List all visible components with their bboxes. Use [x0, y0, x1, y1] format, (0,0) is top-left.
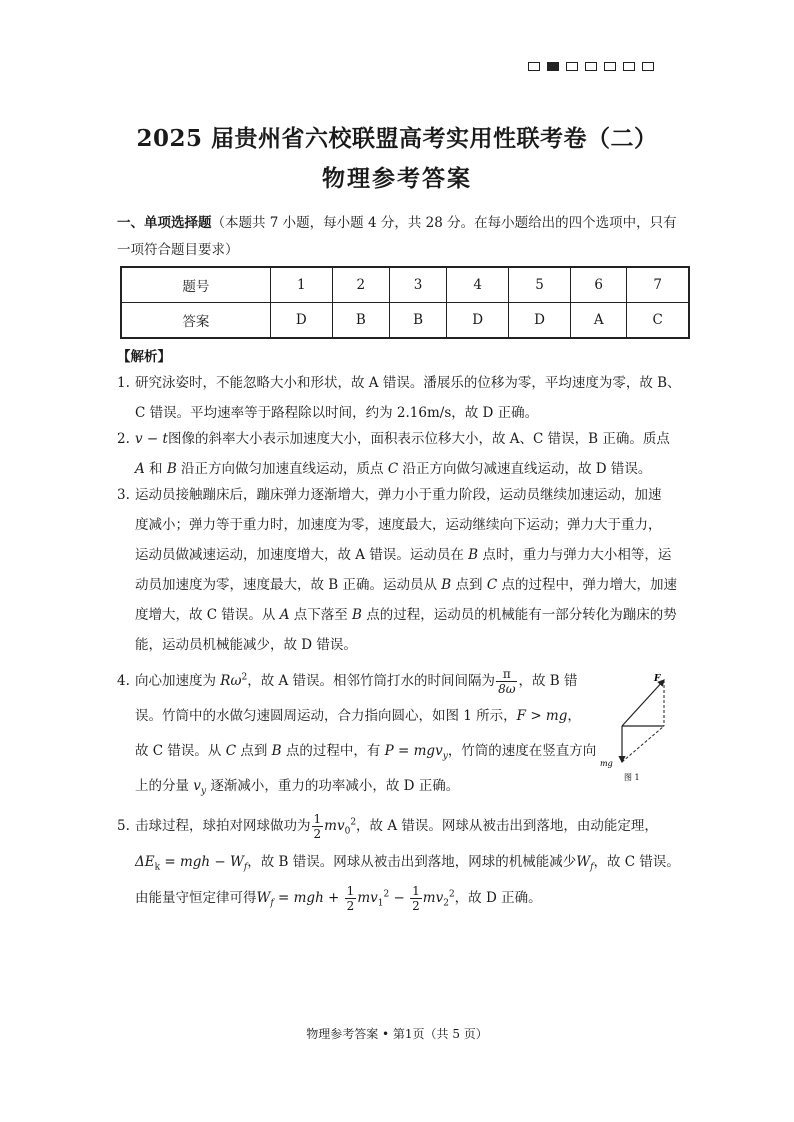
table-cell: 3 [389, 267, 446, 303]
page-title: 2025 届贵州省六校联盟高考实用性联考卷（二） [136, 125, 658, 152]
item-text: 度增大，故 C 错误。从 [135, 607, 280, 623]
label-mg: mg [600, 759, 613, 768]
math-var: W [576, 854, 591, 870]
math-op: − [389, 890, 410, 906]
corner-marks [528, 62, 654, 71]
item-text: 和 [144, 461, 167, 477]
table-cell: A [571, 303, 627, 339]
corner-mark [528, 62, 540, 71]
fraction [345, 884, 357, 913]
math-sup: 2 [350, 817, 357, 828]
section-intro [117, 210, 689, 264]
math-sub: k [154, 862, 161, 873]
table-cell: D [447, 303, 509, 339]
math-expr: P = mgv [384, 743, 443, 759]
math-sub: f [270, 898, 274, 909]
frac-den: 8ω [498, 682, 516, 696]
item-text: ，故 A 错误。相邻竹筒打水的时间间隔为 [247, 673, 496, 689]
analysis-item-5 [117, 808, 691, 916]
page-subtitle: 物理参考答案 [322, 165, 472, 192]
table-cell: 7 [627, 267, 689, 303]
analysis-item-4 [117, 664, 597, 804]
math-var: B [441, 577, 452, 593]
item-text: 点时，重力与弹力大小相等，运 [478, 547, 672, 563]
row-label: 答案 [121, 303, 270, 339]
item-number: 1. [117, 375, 130, 391]
page-footer: 物理参考答案 • 第1页（共 5 页） [306, 1027, 488, 1041]
fraction [410, 884, 422, 913]
math-expr: F > mg [516, 708, 568, 724]
item-text: 图像的斜率大小表示加速度大小，面积表示位移大小，故 A、C 错误，B 正确。质点 [167, 431, 670, 447]
item-text: ，故 B 错 [518, 673, 578, 689]
item-number: 5. [117, 818, 130, 834]
item-text: 故 C 错误。从 [135, 743, 226, 759]
math-expr: mv [357, 890, 378, 906]
item-text: C 错误。平均速率等于路程除以时间，约为 2.16m/s，故 D 正确。 [135, 405, 539, 421]
item-text: 动员加速度为零，速度最大，故 B 正确。运动员从 [135, 577, 442, 593]
math-sub: 1 [377, 898, 384, 909]
frac-num: 1 [412, 884, 420, 898]
math-var: C [225, 743, 237, 759]
math-vt: v − t [135, 431, 168, 447]
math-var: C [486, 577, 498, 593]
item-text: 点的过程中，弹力增大，加速 [497, 577, 677, 593]
item-number: 4. [117, 673, 130, 689]
math-sub: y [442, 751, 448, 762]
corner-mark [585, 62, 597, 71]
math-var: B [468, 547, 479, 563]
table-cell: D [509, 303, 571, 339]
row-label: 题号 [121, 267, 270, 303]
table-cell: B [332, 303, 389, 339]
analysis-item-1 [117, 368, 691, 428]
table-row-answers [121, 303, 689, 339]
math-expr: = mgh − W [160, 854, 244, 870]
item-text: 度减小；弹力等于重力时，加速度为零，速度最大，运动继续向下运动；弹力大于重力， [135, 517, 662, 533]
math-expr: ΔE [135, 854, 155, 870]
item-text: ，故 D 正确。 [454, 890, 542, 906]
analysis-item-2 [117, 424, 691, 484]
math-sub: f [590, 862, 594, 873]
frac-den: 2 [412, 899, 420, 913]
math-var: A [135, 461, 145, 477]
item-text: 点到 [236, 743, 272, 759]
frac-den: 2 [346, 899, 355, 913]
table-cell: 5 [509, 267, 571, 303]
math-var: W [256, 890, 271, 906]
answer-table [120, 266, 690, 339]
math-sup: 2 [383, 889, 390, 900]
item-text: 沿正方向做匀加速直线运动，质点 [176, 461, 388, 477]
figure-caption: 图 1 [624, 773, 640, 782]
table-cell: 4 [447, 267, 509, 303]
math-sup: 2 [448, 889, 455, 900]
item-text: ，故 B 错误。网球从被击出到落地，网球的机械能减少 [247, 854, 577, 870]
math-sub: y [200, 786, 207, 797]
math-var: B [271, 743, 282, 759]
corner-mark [566, 62, 578, 71]
table-row-numbers [121, 267, 689, 303]
table-cell: 1 [270, 267, 332, 303]
item-text: 能，运动员机械能减少，故 D 错误。 [135, 637, 357, 653]
item-text: 运动员接触蹦床后，蹦床弹力逐渐增大，弹力小于重力阶段，运动员继续加速运动，加速 [135, 487, 662, 503]
item-text: 向心加速度为 [135, 673, 221, 689]
section-desc-2: 一项符合题目要求） [117, 242, 239, 258]
item-text: 逐渐减小，重力的功率减小，故 D 正确。 [206, 778, 460, 794]
item-text: 由能量守恒定律可得 [135, 890, 257, 906]
item-text: 运动员做减速运动，加速度增大，故 A 错误。运动员在 [135, 547, 469, 563]
item-number: 3. [117, 487, 130, 503]
item-text: ，竹筒的速度在竖直方向 [447, 743, 597, 759]
label-F: F [654, 674, 661, 684]
dashed-line [622, 726, 664, 762]
math-var: A [279, 607, 290, 623]
math-expr: mv [422, 890, 444, 906]
corner-mark [623, 62, 635, 71]
math-var: v [193, 778, 201, 794]
item-text: 点的过程，运动员的机械能有一部分转化为蹦床的势 [361, 607, 677, 623]
table-cell: D [270, 303, 332, 339]
item-text: 点到 [451, 577, 487, 593]
table-cell: 6 [571, 267, 627, 303]
corner-mark [604, 62, 616, 71]
item-number: 2. [117, 431, 130, 447]
math-sub: f [243, 862, 248, 873]
item-text: 上的分量 [135, 778, 194, 794]
math-expr: Rω [220, 673, 242, 689]
frac-num: 1 [346, 884, 355, 898]
frac-den: 2 [313, 827, 322, 841]
corner-mark [642, 62, 654, 71]
item-text: ， [567, 708, 581, 724]
corner-mark-filled [547, 62, 559, 71]
frac-num: 1 [313, 812, 322, 826]
analysis-heading: 【解析】 [117, 349, 171, 365]
fraction [496, 667, 517, 696]
table-cell: C [627, 303, 689, 339]
frac-num: π [496, 667, 517, 682]
table-cell: 2 [332, 267, 389, 303]
math-expr: = mgh + [273, 890, 344, 906]
force-vector [622, 680, 664, 726]
math-var: B [352, 607, 362, 623]
item-text: 研究泳姿时，不能忽略大小和形状，故 A 错误。潘展乐的位移为零，平均速度为零，故 B、 [135, 375, 681, 391]
section-desc-1: （本题共 7 小题，每小题 4 分，共 28 分。在每小题给出的四个选项中，只有 [211, 215, 677, 231]
math-sub: 2 [443, 898, 449, 909]
fraction [312, 812, 324, 841]
item-text: 沿正方向做匀减速直线运动，故 D 错误。 [398, 461, 652, 477]
math-var: B [166, 461, 177, 477]
item-text: ，故 C 错误。 [593, 854, 680, 870]
item-text: 点的过程中，有 [281, 743, 385, 759]
item-text: ，故 A 错误。网球从被击出到落地，由动能定理， [356, 818, 658, 834]
item-text: 误。竹筒中的水做匀速圆周运动，合力指向圆心，如图 1 所示， [135, 708, 517, 724]
item-text: 击球过程，球拍对网球做功为 [135, 818, 311, 834]
math-expr: mv [324, 818, 345, 834]
math-sup: 2 [241, 672, 248, 683]
item-text: 点下落至 [289, 607, 353, 623]
figure-1-force-diagram [598, 670, 678, 785]
analysis-item-3 [117, 480, 691, 660]
section-heading: 一、单项选择题 [117, 215, 212, 231]
table-cell: B [389, 303, 446, 339]
math-sub: 0 [344, 826, 351, 837]
math-var: C [387, 461, 399, 477]
